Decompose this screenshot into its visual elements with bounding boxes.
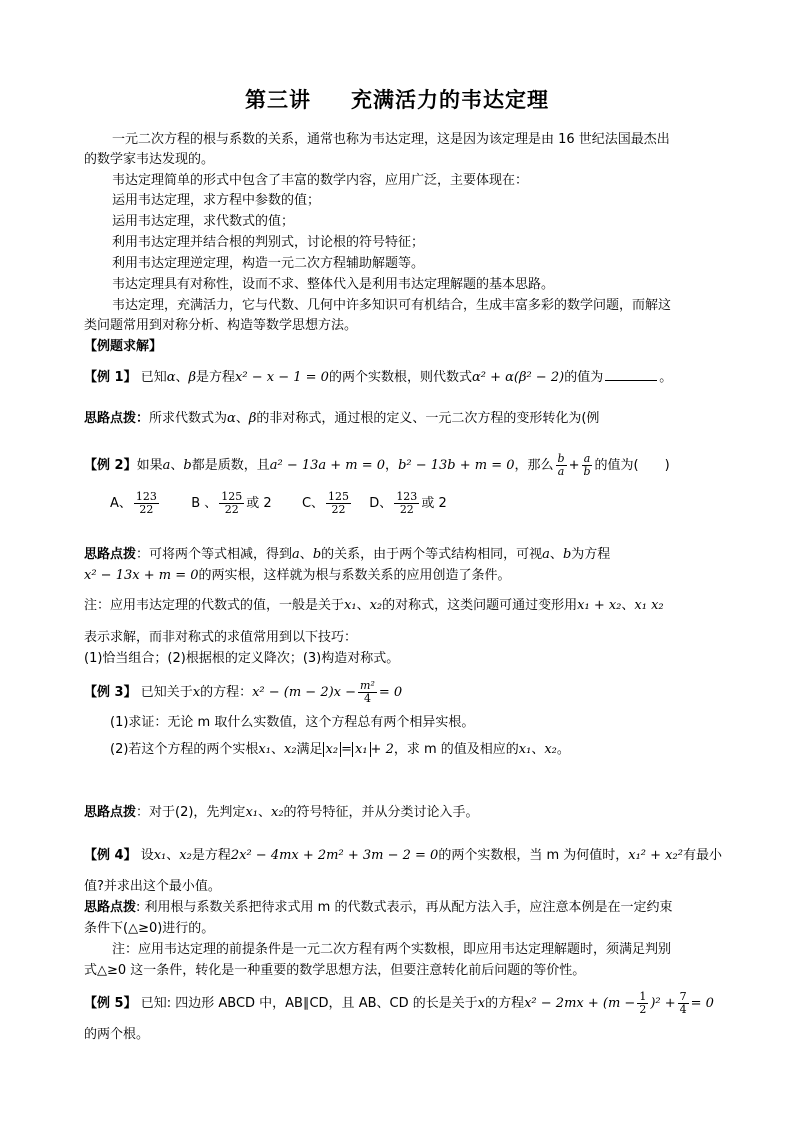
note-1-tips: (1)恰当组合；(2)根据根的定义降次；(3)构造对称式。 <box>84 651 400 666</box>
example-3: 【例 3】 已知关于x的方程：x² − (m − 2)x − $\frac{\text{m²}}{4}$ = 0 <box>84 679 403 705</box>
use-item: 运用韦达定理，求方程中参数的值； <box>112 193 321 208</box>
example-2: 【例 2】如果a、b都是质数，且a² − 13a + m = 0，b² − 13b + m = 0，那么 $\frac{b}{a}$ + $\frac{a}{b}$ 的值为( ) <box>84 452 670 478</box>
intro-paragraph-1-cont: 的数学家韦达发现的。 <box>84 152 215 167</box>
section-heading: 【例题求解】 <box>84 339 163 354</box>
note-2-cont: 式△≥0 这一条件，转化是一种重要的数学思想方法，但要注意转化前后问题的等价性。 <box>84 963 586 978</box>
intro-paragraph-3: 韦达定理具有对称性，设而不求、整体代入是利用韦达定理解题的基本思路。 <box>112 277 555 292</box>
note-1-cont: 表示求解，而非对称式的求值常用到以下技巧： <box>84 630 358 645</box>
hint-4-cont: 条件下(△≥0)进行的。 <box>84 921 215 936</box>
example-2-options: A、 $\frac{123}{22}$ B 、 $\frac{125}{22}$ 或 2 C、 $\frac{125}{22}$ D、 $\frac{123}{22}$ 或 2 <box>110 490 447 516</box>
example-4-cont: 值?并求出这个最小值。 <box>84 879 221 894</box>
example-4: 【例 4】 设x₁、x₂是方程2x² − 4mx + 2m² + 3m − 2 = 0的两个实数根，当 m 为何值时，x₁² + x₂²有最小 <box>84 848 722 863</box>
lecture-number: 第三讲 <box>245 88 311 112</box>
intro-paragraph-1: 一元二次方程的根与系数的关系，通常也称为韦达定理，这是因为该定理是由 16 世纪法国最杰出 <box>112 132 670 147</box>
hint-3: 思路点拨：对于(2)，先判定x₁、x₂的符号特征，并从分类讨论入手。 <box>84 805 479 820</box>
hint-2: 思路点拨：可将两个等式相减，得到a、b的关系，由于两个等式结构相同，可视a、b为方程 <box>84 547 611 562</box>
example-5-cont: 的两个根。 <box>84 1027 150 1042</box>
hint-4: 思路点拨: 利用根与系数关系把待求式用 m 的代数式表示，再从配方法入手，应注意本例是在一定约束 <box>84 900 673 915</box>
intro-paragraph-2: 韦达定理简单的形式中包含了丰富的数学内容，应用广泛，主要体现在： <box>112 173 529 188</box>
hint-2-cont: x² − 13x + m = 0的两实根，这样就为根与系数关系的应用创造了条件。 <box>84 568 511 583</box>
lecture-title: 充满活力的韦达定理 <box>351 88 549 112</box>
use-item: 利用韦达定理并结合根的判别式，讨论根的符号特征； <box>112 235 425 250</box>
example-3-q1: (1)求证：无论 m 取什么实数值，这个方程总有两个相异实根。 <box>110 715 475 730</box>
use-item: 利用韦达定理逆定理，构造一元二次方程辅助解题等。 <box>112 256 425 271</box>
example-3-q2: (2)若这个方程的两个实根x₁、x₂满足 x₂ = x₁ + 2，求 m 的值及相应的x₁、x₂。 <box>110 742 570 757</box>
example-5: 【例 5】 已知: 四边形 ABCD 中，AB∥CD，且 AB、CD 的长是关于x的方程x² − 2mx + (m − $\frac{1}{2}$ )² + $\frac{7}{4}$ = 0 <box>84 990 714 1016</box>
hint-1: 思路点拨：所求代数式为α、β的非对称式，通过根的定义、一元二次方程的变形转化为(例 <box>84 411 600 426</box>
intro-paragraph-4-cont: 类问题常用到对称分析、构造等数学思想方法。 <box>84 318 358 333</box>
example-1: 【例 1】 已知α、β是方程x² − x − 1 = 0的两个实数根，则代数式α² + α(β² − 2)的值为 。 <box>84 370 673 385</box>
note-1: 注：应用韦达定理的代数式的值，一般是关于x₁、x₂的对称式，这类问题可通过变形用x₁ + x₂、x₁ x₂ <box>84 598 664 613</box>
page-title <box>0 84 794 114</box>
intro-paragraph-4: 韦达定理，充满活力，它与代数、几何中许多知识可有机结合，生成丰富多彩的数学问题，而解这 <box>112 298 672 313</box>
note-2: 注：应用韦达定理的前提条件是一元二次方程有两个实数根，即应用韦达定理解题时，须满足判别 <box>112 942 672 957</box>
use-item: 运用韦达定理，求代数式的值； <box>112 214 295 229</box>
answer-blank <box>605 368 657 381</box>
